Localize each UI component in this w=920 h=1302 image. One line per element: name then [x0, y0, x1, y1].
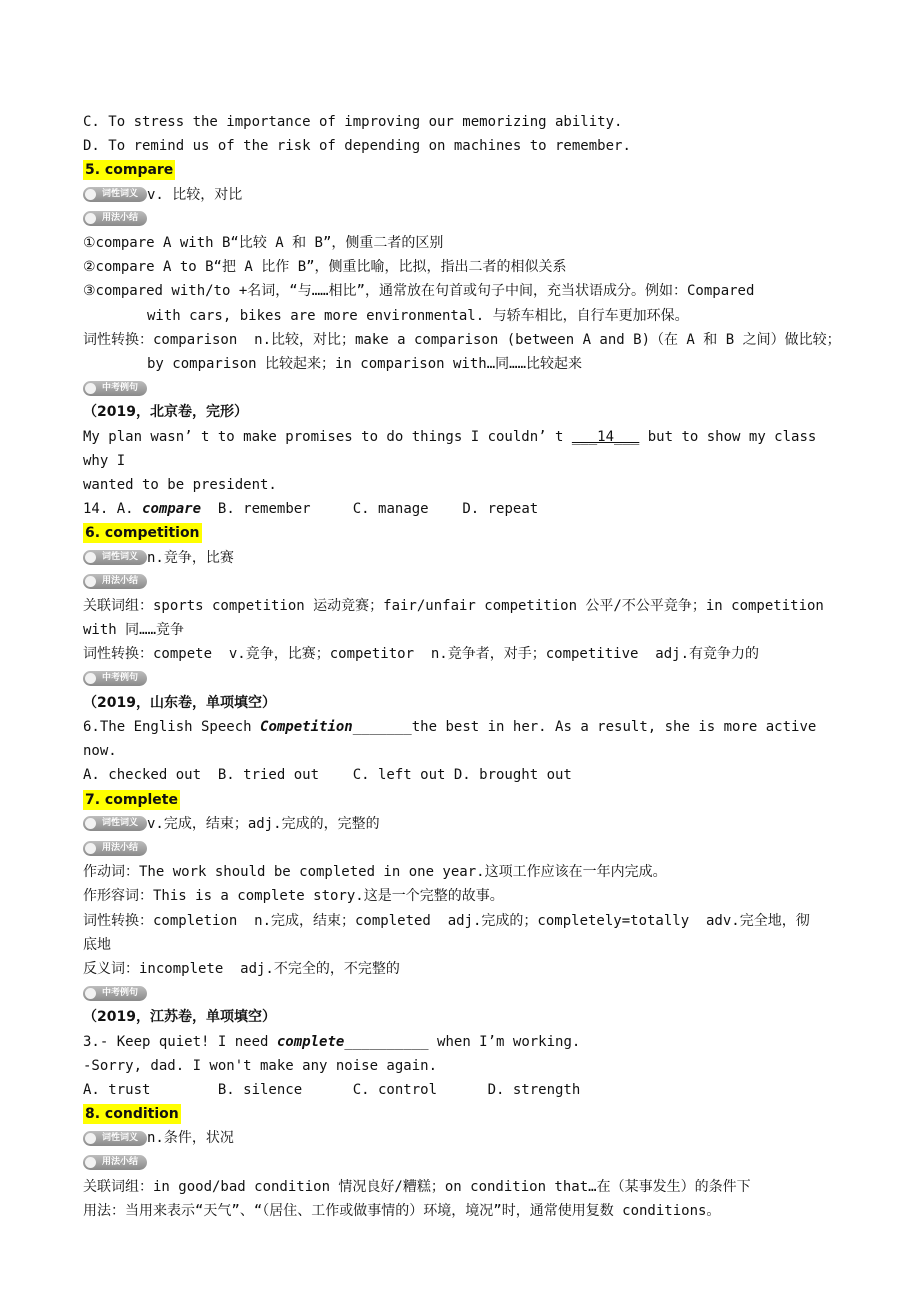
example-row	[83, 981, 843, 1005]
example-sentence: My plan wasn’ t to make promises to do things I couldn’ t ___14___ but to show my class why I	[83, 428, 825, 469]
example-row	[83, 376, 843, 400]
definition-row	[83, 1126, 843, 1150]
option-c: C. To stress the importance of improving our memorizing ability.	[83, 114, 623, 130]
example-sentence: -Sorry, dad. I won't make any noise again.	[83, 1057, 438, 1074]
definition-text: v.完成，结束；adj.完成的，完整的	[147, 815, 380, 832]
definition-row	[83, 183, 843, 207]
usage-line: with cars, bikes are more environmental. 与轿车相比，自行车更加环保。	[147, 307, 689, 324]
usage-line: ③compared with/to +名词，“与……相比”，通常放在句首或句子中间，充当状语成分。例如：Compared	[83, 283, 755, 300]
part-of-speech-badge-icon: 词性词义	[83, 550, 147, 565]
usage-line: ②compare A to B“把 A 比作 B”，侧重比喻，比拟，指出二者的相似关系	[83, 259, 567, 276]
heading-competition	[83, 521, 843, 545]
related-phrases: with 同……竞争	[83, 622, 185, 639]
related-phrases: 关联词组：in good/bad condition 情况良好/糟糕；on condition that…在（某事发生）的条件下	[83, 1178, 751, 1195]
example-source: （2019，北京卷，完形）	[83, 404, 248, 421]
part-of-speech-badge-icon: 词性词义	[83, 1131, 147, 1146]
usage-line: ①compare A with B“比较 A 和 B”，侧重二者的区别	[83, 234, 444, 251]
conversion-line: 底地	[83, 936, 111, 953]
definition-row	[83, 546, 843, 570]
usage-badge-icon: 用法小结	[83, 1155, 147, 1170]
usage-badge-icon: 用法小结	[83, 574, 147, 589]
conversion-line: 词性转换：completion n.完成，结束；completed adj.完成的；completely=totally adv.完全地，彻	[83, 912, 810, 929]
usage-line: 作形容词：This is a complete story.这是一个完整的故事。	[83, 888, 504, 905]
heading-complete	[83, 788, 843, 812]
exam-example-badge-icon: 中考例句	[83, 986, 147, 1001]
usage-row	[83, 570, 843, 594]
heading-label: 7. complete	[85, 791, 178, 808]
example-source: （2019，山东卷，单项填空）	[83, 694, 276, 711]
usage-row	[83, 1151, 843, 1175]
conversion-line: by comparison 比较起来；in comparison with…同……比较起来	[147, 356, 583, 372]
definition-row	[83, 812, 843, 836]
definition-text: n.条件，状况	[147, 1130, 234, 1147]
example-sentence: wanted to be president.	[83, 477, 277, 493]
part-of-speech-badge-icon: 词性词义	[83, 187, 147, 202]
heading-condition	[83, 1102, 843, 1126]
option-d: D. To remind us of the risk of depending on machines to remember.	[83, 138, 631, 155]
definition-text: n.竞争，比赛	[147, 549, 234, 566]
example-sentence: 3.- Keep quiet! I need complete__________ when I’m working.	[83, 1033, 581, 1050]
usage-badge-icon: 用法小结	[83, 211, 147, 226]
example-source: （2019，江苏卷，单项填空）	[83, 1009, 276, 1026]
exam-example-badge-icon: 中考例句	[83, 381, 147, 396]
example-options: A. trust B. silence C. control D. strength	[83, 1081, 581, 1098]
example-options: A. checked out B. tried out C. left out D. brought out	[83, 767, 572, 784]
part-of-speech-badge-icon: 词性词义	[83, 816, 147, 831]
heading-label: 8. condition	[85, 1106, 179, 1123]
heading-compare	[83, 158, 843, 182]
usage-row	[83, 836, 843, 860]
usage-line: 用法：当用来表示“天气”、“（居住、工作或做事情的）环境，境况”时，通常使用复数 conditions。	[83, 1202, 721, 1219]
example-sentence: 6.The English Speech Competition_______the best in her. As a result, she is more active now.	[83, 718, 825, 760]
document-page	[83, 110, 843, 1223]
example-row	[83, 667, 843, 691]
conversion-line: 词性转换：comparison n.比较，对比；make a comparison (between A and B)（在 A 和 B 之间）做比较；	[83, 331, 841, 348]
heading-label: 5. compare	[85, 162, 174, 179]
usage-row	[83, 207, 843, 231]
antonym-line: 反义词：incomplete adj.不完全的，不完整的	[83, 960, 400, 977]
usage-badge-icon: 用法小结	[83, 841, 147, 856]
usage-line: 作动词：The work should be completed in one year.这项工作应该在一年内完成。	[83, 864, 667, 881]
related-phrases: 关联词组：sports competition 运动竞赛；fair/unfair competition 公平/不公平竞争；in competition	[83, 597, 824, 614]
conversion-line: 词性转换：compete v.竞争，比赛；competitor n.竞争者，对手；competitive adj.有竞争力的	[83, 646, 760, 663]
definition-text: v. 比较，对比	[147, 186, 243, 203]
exam-example-badge-icon: 中考例句	[83, 671, 147, 686]
example-options: 14. A. compare B. remember C. manage D. repeat	[83, 501, 539, 518]
heading-label: 6. competition	[85, 525, 200, 542]
